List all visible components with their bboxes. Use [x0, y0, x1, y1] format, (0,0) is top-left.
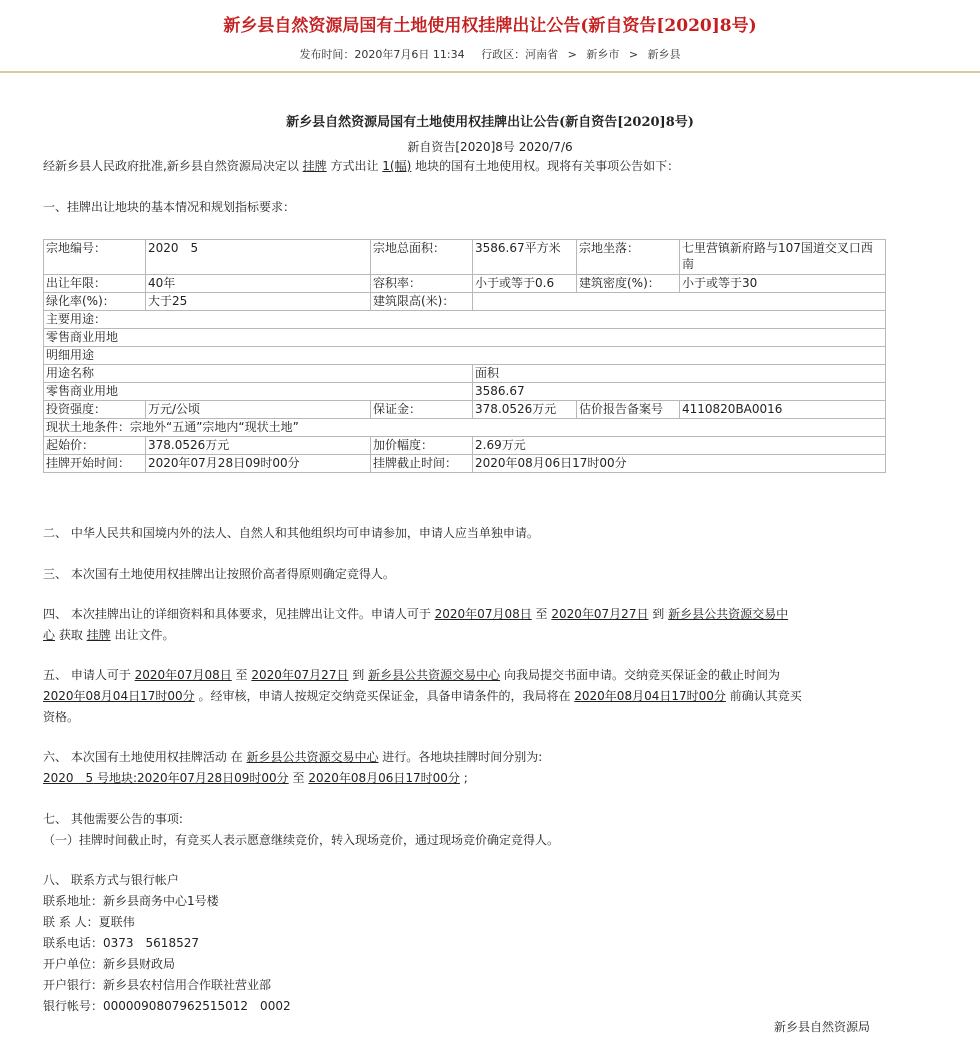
breadcrumb-sep: > — [567, 48, 577, 61]
table-cell: 用途名称 — [44, 365, 473, 383]
page-title: 新乡县自然资源局国有土地使用权挂牌出让公告(新自资告[2020]8号) — [223, 16, 757, 36]
parcel-id: 2020 5 — [43, 771, 94, 785]
table-row — [44, 311, 886, 329]
section-5-end: 资格。 — [43, 710, 80, 724]
table-cell: 现状土地条件：宗地外“五通”宗地内“现状土地” — [44, 419, 886, 437]
date-start: 2020年07月08日 — [134, 668, 232, 682]
table-cell: 2.69万元 — [473, 437, 886, 455]
publish-time: 发布时间：2020年7月6日 11:34 — [299, 48, 465, 61]
section-text: 向我局提交书面申请。交纳竞买保证金的截止时间为 — [500, 668, 780, 682]
table-row — [44, 347, 886, 365]
table-cell — [473, 293, 886, 311]
transfer-method: 挂牌 — [302, 159, 327, 173]
table-cell: 保证金： — [371, 401, 473, 419]
section-text: 至 — [231, 668, 252, 682]
table-cell: 万元/公顷 — [146, 401, 371, 419]
section-4-cont — [43, 626, 175, 643]
table-row — [44, 455, 886, 473]
section-text: 六、 本次国有土地使用权挂牌活动 在 — [43, 750, 247, 764]
date-start: 2020年07月08日 — [434, 607, 532, 621]
intro-text: 经新乡县人民政府批准,新乡县自然资源局决定以 — [43, 159, 303, 173]
section-6-cont — [43, 769, 468, 786]
table-cell: 加价幅度： — [371, 437, 473, 455]
section-text: 至 — [531, 607, 552, 621]
table-cell: 3586.67 — [473, 383, 886, 401]
section-text: 前确认其竞买 — [725, 689, 802, 703]
section-2: 二、 中华人民共和国境内外的法人、自然人和其他组织均可申请参加，申请人应当单独申请。 — [43, 526, 539, 540]
section-6 — [43, 748, 542, 765]
contact-phone: 联系电话：0373 5618527 — [43, 936, 199, 950]
region-label: 行政区： — [481, 48, 526, 61]
document-body — [0, 73, 980, 1041]
table-cell: 主要用途： — [44, 311, 886, 329]
venue: 新乡县公共资源交易中 — [668, 607, 789, 621]
table-cell: 2020 5 — [146, 240, 371, 275]
section-text: 到 — [648, 607, 669, 621]
section-text: 至 — [288, 771, 309, 785]
table-cell: 面积 — [473, 365, 886, 383]
table-row — [44, 437, 886, 455]
section-text: 。经审核，申请人按规定交纳竞买保证金，具备申请条件的，我局将在 — [194, 689, 575, 703]
table-cell: 小于或等于0.6 — [473, 275, 577, 293]
account-unit: 开户单位：新乡县财政局 — [43, 957, 176, 971]
table-cell: 明细用途 — [44, 347, 886, 365]
table-cell: 4110820BA0016 — [680, 401, 886, 419]
table-cell: 建筑密度(%)： — [577, 275, 680, 293]
listing-end: 2020年08月06日17时00分 — [308, 771, 460, 785]
table-cell: 宗地编号： — [44, 240, 146, 275]
section-text: 进行。各地块挂牌时间分别为: — [378, 750, 543, 764]
table-row — [44, 329, 886, 347]
deposit-deadline: 2020年08月04日17时00分 — [43, 689, 195, 703]
date-end: 2020年07月27日 — [251, 668, 349, 682]
document-title: 新乡县自然资源局国有土地使用权挂牌出让公告(新自资告[2020]8号) — [286, 115, 694, 130]
contact-person: 联 系 人：夏联伟 — [43, 915, 135, 929]
meta-line — [0, 46, 980, 62]
section-5 — [43, 666, 780, 683]
signature-issuer: 新乡县自然资源局 — [774, 1020, 871, 1034]
page-header — [0, 0, 980, 73]
table-cell: 宗地总面积： — [371, 240, 473, 275]
table-cell: 七里营镇新府路与107国道交叉口西南 — [680, 240, 886, 275]
section-8: 八、 联系方式与银行帐户 — [43, 873, 179, 887]
table-row — [44, 293, 886, 311]
section-text: 到 — [348, 668, 369, 682]
breadcrumb-county[interactable]: 新乡县 — [647, 48, 681, 61]
section-text: 五、 申请人可于 — [43, 668, 135, 682]
date-end: 2020年07月27日 — [551, 607, 649, 621]
table-cell: 大于25 — [146, 293, 371, 311]
table-cell: 挂牌截止时间： — [371, 455, 473, 473]
section-text: 四、 本次挂牌出让的详细资料和具体要求，见挂牌出让文件。申请人可于 — [43, 607, 435, 621]
table-cell: 40年 — [146, 275, 371, 293]
section-text: ; — [459, 771, 468, 785]
table-row — [44, 275, 886, 293]
parcel-count: 1(幅) — [382, 159, 412, 173]
table-cell: 零售商业用地 — [44, 383, 473, 401]
breadcrumb-province[interactable]: 河南省 — [525, 48, 559, 61]
intro-text: 地块的国有土地使用权。现将有关事项公告如下： — [411, 159, 680, 173]
intro-paragraph — [43, 157, 679, 174]
section-text: 号地块: — [93, 771, 138, 785]
table-row — [44, 240, 886, 275]
account-number: 银行帐号：0000090807962515012 0002 — [43, 999, 291, 1013]
table-row — [44, 383, 886, 401]
intro-text: 方式出让 — [326, 159, 383, 173]
table-cell: 宗地坐落： — [577, 240, 680, 275]
table-cell: 378.0526万元 — [473, 401, 577, 419]
table-cell: 零售商业用地 — [44, 329, 886, 347]
table-cell: 起始价： — [44, 437, 146, 455]
breadcrumb-sep: > — [628, 48, 639, 61]
land-info-table — [43, 239, 886, 473]
transfer-method: 挂牌 — [86, 628, 111, 642]
table-cell: 容积率： — [371, 275, 473, 293]
section-1-heading: 一、挂牌出让地块的基本情况和规划指标要求： — [43, 200, 296, 214]
table-cell: 绿化率(%)： — [44, 293, 146, 311]
table-row — [44, 365, 886, 383]
table-cell: 建筑限高(米)： — [371, 293, 473, 311]
venue: 新乡县公共资源交易中心 — [368, 668, 501, 682]
venue: 新乡县公共资源交易中心 — [246, 750, 379, 764]
section-text: 出让文件。 — [110, 628, 175, 642]
table-cell: 挂牌开始时间： — [44, 455, 146, 473]
confirm-deadline: 2020年08月04日17时00分 — [574, 689, 726, 703]
table-cell: 小于或等于30 — [680, 275, 886, 293]
table-cell: 投资强度： — [44, 401, 146, 419]
table-cell: 3586.67平方米 — [473, 240, 577, 275]
section-7: 七、 其他需要公告的事项: — [43, 812, 183, 826]
table-cell: 估价报告备案号 — [577, 401, 680, 419]
document-number: 新自资告[2020]8号 2020/7/6 — [407, 140, 573, 154]
section-5-cont — [43, 687, 802, 704]
table-cell: 378.0526万元 — [146, 437, 371, 455]
table-row — [44, 401, 886, 419]
account-bank: 开户银行：新乡县农村信用合作联社营业部 — [43, 978, 272, 992]
table-cell: 2020年07月28日09时00分 — [146, 455, 371, 473]
venue: 心 — [43, 628, 56, 642]
section-7-item: （一）挂牌时间截止时，有竞买人表示愿意继续竞价，转入现场竞价，通过现场竞价确定竞得人。 — [43, 833, 560, 847]
section-4 — [43, 605, 788, 622]
section-3: 三、 本次国有土地使用权挂牌出让按照价高者得原则确定竞得人。 — [43, 567, 395, 581]
contact-address: 联系地址：新乡县商务中心1号楼 — [43, 894, 219, 908]
table-cell: 2020年08月06日17时00分 — [473, 455, 886, 473]
listing-start: 2020年07月28日09时00分 — [137, 771, 289, 785]
table-cell: 出让年限： — [44, 275, 146, 293]
breadcrumb-city[interactable]: 新乡市 — [586, 48, 620, 61]
table-row — [44, 419, 886, 437]
section-text: 获取 — [55, 628, 87, 642]
